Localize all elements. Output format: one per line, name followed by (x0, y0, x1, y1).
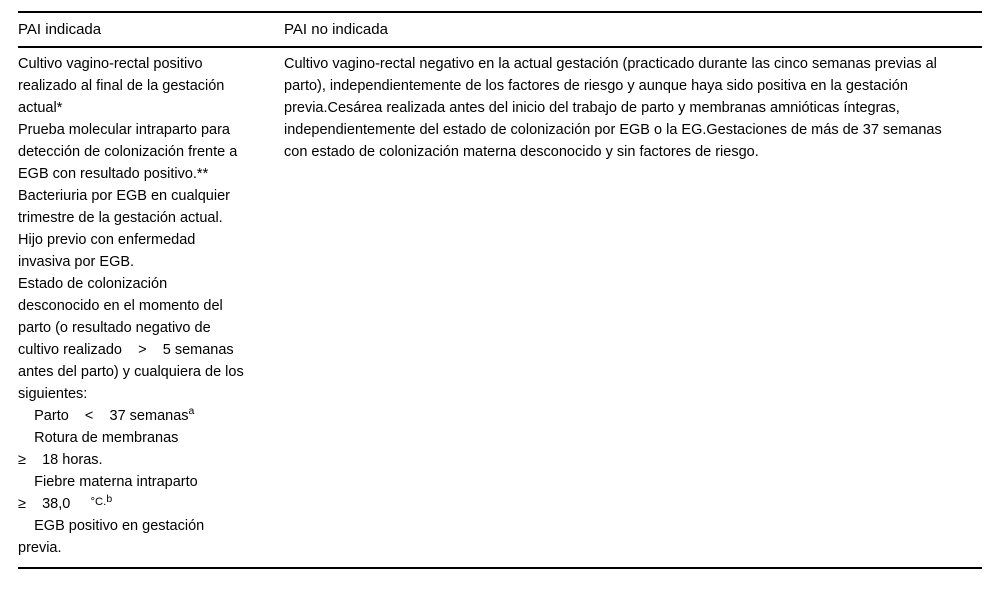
sub-criterion-fiebre-label: Fiebre materna intraparto (34, 474, 198, 490)
sub-criterion-parto-value: 37 semanas (109, 408, 189, 424)
criterion-estado-desconocido-lead: Estado de colonización desconocido en el momento del parto (o resultado negativo de cultivo realizado (18, 276, 223, 358)
criterion-hijo-previo: Hijo previo con enfermedad invasiva por EGB. (18, 232, 196, 270)
operator-less-than: < (84, 408, 94, 424)
column-header-pai-no-indicada: PAI no indicada (284, 21, 388, 38)
spacer (69, 408, 85, 424)
footnote-marker-a: a (188, 406, 195, 418)
sub-criterion-rotura (18, 427, 250, 471)
spacer (26, 496, 42, 512)
cell-pai-no-indicada (284, 48, 982, 171)
operator-greater-than: > (138, 342, 147, 358)
criterion-cultivo-positivo: Cultivo vagino-rectal positivo realizado al final de la gestación actual* (18, 56, 225, 116)
sub-indent (18, 430, 34, 446)
booktabs-table (18, 11, 982, 569)
sub-criterion-rotura-value: 18 horas. (42, 452, 103, 468)
column-header-pai-indicada: PAI indicada (18, 21, 102, 38)
sub-criterion-egb-previa (18, 515, 250, 559)
cell-pai-indicada (18, 48, 284, 567)
operator-greater-equal: ≥ (18, 496, 26, 512)
spacer (26, 452, 42, 468)
sub-criterion-fiebre-value: 38,0 (42, 496, 71, 512)
criteria-no-indicada-text: Cultivo vagino-rectal negativo en la actual gestación (practicado durante las cinco semanas previas al parto), independientemente de los factores de riesgo y aunque haya sido positiva en la gestación previa.Cesárea realizada antes del inicio del trabajo de parto y membranas amnióticas íntegras, independientemente del estado de colonización por EGB o la EG.Gestaciones de más de 37 semanas con estado de colonización materna desconocido y sin factores de riesgo. (284, 56, 942, 160)
sub-criterion-parto (18, 405, 250, 427)
sub-indent (18, 408, 34, 424)
sub-criterion-egb-previa-label: EGB positivo en gestación previa. (18, 518, 205, 556)
value-five-weeks: 5 (162, 342, 171, 358)
spacer-before-gt (122, 342, 138, 358)
unit-celsius: °C. (90, 495, 107, 508)
footnote-marker-b: b (106, 494, 113, 506)
spacer (70, 496, 90, 512)
spacer-after-gt (147, 342, 163, 358)
operator-greater-equal: ≥ (18, 452, 26, 468)
spacer (93, 408, 109, 424)
sub-indent (18, 474, 34, 490)
criterion-prueba-molecular: Prueba molecular intraparto para detección de colonización frente a EGB con resultado positivo.** (18, 122, 238, 182)
sub-indent (18, 518, 34, 534)
sub-criterion-fiebre (18, 471, 250, 515)
sub-criterion-parto-label: Parto (34, 408, 69, 424)
table-header-row (18, 13, 982, 46)
criterion-estado-desconocido-tail: semanas antes del parto) y cualquiera de los siguientes: (18, 342, 244, 402)
criterion-bacteriuria: Bacteriuria por EGB en cualquier trimestre de la gestación actual. (18, 188, 230, 226)
sub-criterion-rotura-label: Rotura de membranas (34, 430, 179, 446)
criterion-estado-desconocido (18, 273, 250, 405)
table-bottom-rule (18, 567, 982, 569)
table-body-row (18, 48, 982, 567)
